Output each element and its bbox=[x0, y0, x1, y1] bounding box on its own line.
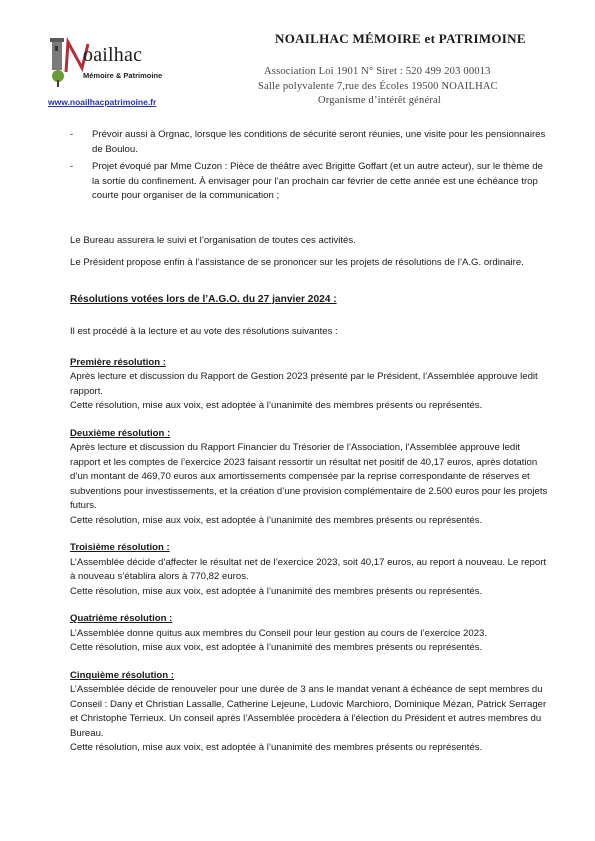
organisation-status: Organisme d’intérêt général bbox=[318, 95, 441, 106]
bullet-text: Prévoir aussi à Orgnac, lorsque les conditions de sécurité seront réunies, une visite pour les pensionnaires de Boulou. bbox=[92, 129, 546, 155]
resolution-vote: Cette résolution, mise aux voix, est adoptée à l’unanimité des membres présents ou représentés. bbox=[70, 742, 483, 753]
letterhead bbox=[0, 0, 595, 115]
bullet-dash: - bbox=[70, 161, 74, 172]
list-item bbox=[70, 128, 548, 157]
resolution-title: Première résolution : bbox=[70, 356, 166, 368]
resolutions-heading: Résolutions votées lors de l’A.G.O. du 27 janvier 2024 : bbox=[70, 293, 337, 305]
resolution-vote: Cette résolution, mise aux voix, est adoptée à l’unanimité des membres présents ou représentés. bbox=[70, 514, 483, 526]
list-item bbox=[70, 160, 548, 204]
resolution-body: L’Assemblée décide d’affecter le résultat net de l’exercice 2023, soit 40,17 euros, au report à nouveau. Le report à nouveau s’établira alors à 770,82 euros. bbox=[70, 556, 547, 582]
bullet-dash: - bbox=[70, 129, 74, 140]
resolution-body: Après lecture et discussion du Rapport de Gestion 2023 présenté par le Président, l’Assemblée approuve ledit rapport. bbox=[70, 371, 538, 397]
organisation-address: Salle polyvalente 7,rue des Écoles 19500 NOAILHAC bbox=[258, 81, 498, 92]
document-body bbox=[70, 128, 548, 756]
resolution-title: Cinquième résolution : bbox=[70, 669, 174, 681]
resolution-vote: Cette résolution, mise aux voix, est adoptée à l’unanimité des membres présents ou représentés. bbox=[70, 585, 483, 597]
resolution-block bbox=[70, 356, 548, 414]
resolution-title: Deuxième résolution : bbox=[70, 427, 171, 439]
organisation-name: NOAILHAC MÉMOIRE et PATRIMOINE bbox=[275, 31, 526, 46]
resolution-vote: Cette résolution, mise aux voix, est adoptée à l’unanimité des membres présents ou représentés. bbox=[70, 642, 483, 653]
resolution-body: Après lecture et discussion du Rapport Financier du Trésorier de l’Association, l’Assemblée approuve ledit rapport et les comptes de l’exercice 2023 faisant ressortir un résultat net positif de 40,17 euros, après dotation d’un montant de 469,70 euros aux amortissements compensée par la reprise correspondante de réserves et subventions pour investissements, et la création d’une provision complémentaire de 2.500 euros pour les projets futurs. bbox=[70, 442, 548, 511]
website-link[interactable]: www.noailhacpatrimoine.fr bbox=[48, 97, 157, 107]
logo-tagline: Mémoire & Patrimoine bbox=[83, 71, 163, 80]
president-paragraph: Le Président propose enfin à l’assistance de se prononcer sur les projets de résolutions de l’A.G. ordinaire. bbox=[70, 257, 524, 268]
resolution-body: L’Assemblée donne quitus aux membres du Conseil pour leur gestion au cours de l’exercice 2023. bbox=[70, 627, 488, 639]
bureau-paragraph: Le Bureau assurera le suivi et l’organisation de toutes ces activités. bbox=[70, 234, 356, 246]
bullet-list bbox=[70, 128, 548, 204]
intro-paragraph: Il est procédé à la lecture et au vote des résolutions suivantes : bbox=[70, 326, 338, 337]
resolution-block bbox=[70, 541, 548, 599]
resolution-body: L’Assemblée décide de renouveler pour une durée de 3 ans le mandat venant à échéance de sept membres du Conseil : Dany et Christian Lassalle, Catherine Lejeune, Ludovic Marchioro, Dominique Mézan, Patrick Serrager et Christophe Terrieux. Un conseil après l’Assemblée procèdera à l’élection du Président et autres membres du Bureau. bbox=[70, 684, 547, 739]
resolution-title: Quatrième résolution : bbox=[70, 613, 173, 624]
organisation-registration: Association Loi 1901 N° Siret : 520 499 203 00013 bbox=[264, 66, 491, 77]
resolution-block bbox=[70, 427, 548, 529]
bullet-text: Projet évoqué par Mme Cuzon : Pièce de théâtre avec Brigitte Goffart (et un autre acteur), sur le thème de la sortie du confinement. À envisager pour l’an prochain car février de cette année est une échéance trop courte pour organiser de la communication ; bbox=[92, 161, 543, 201]
resolution-vote: Cette résolution, mise aux voix, est adoptée à l’unanimité des membres présents ou représentés. bbox=[70, 400, 483, 411]
resolution-title: Troisième résolution : bbox=[70, 542, 170, 553]
resolution-block bbox=[70, 612, 548, 656]
resolution-block bbox=[70, 669, 548, 756]
logo-wordmark: oailhac bbox=[83, 44, 143, 66]
